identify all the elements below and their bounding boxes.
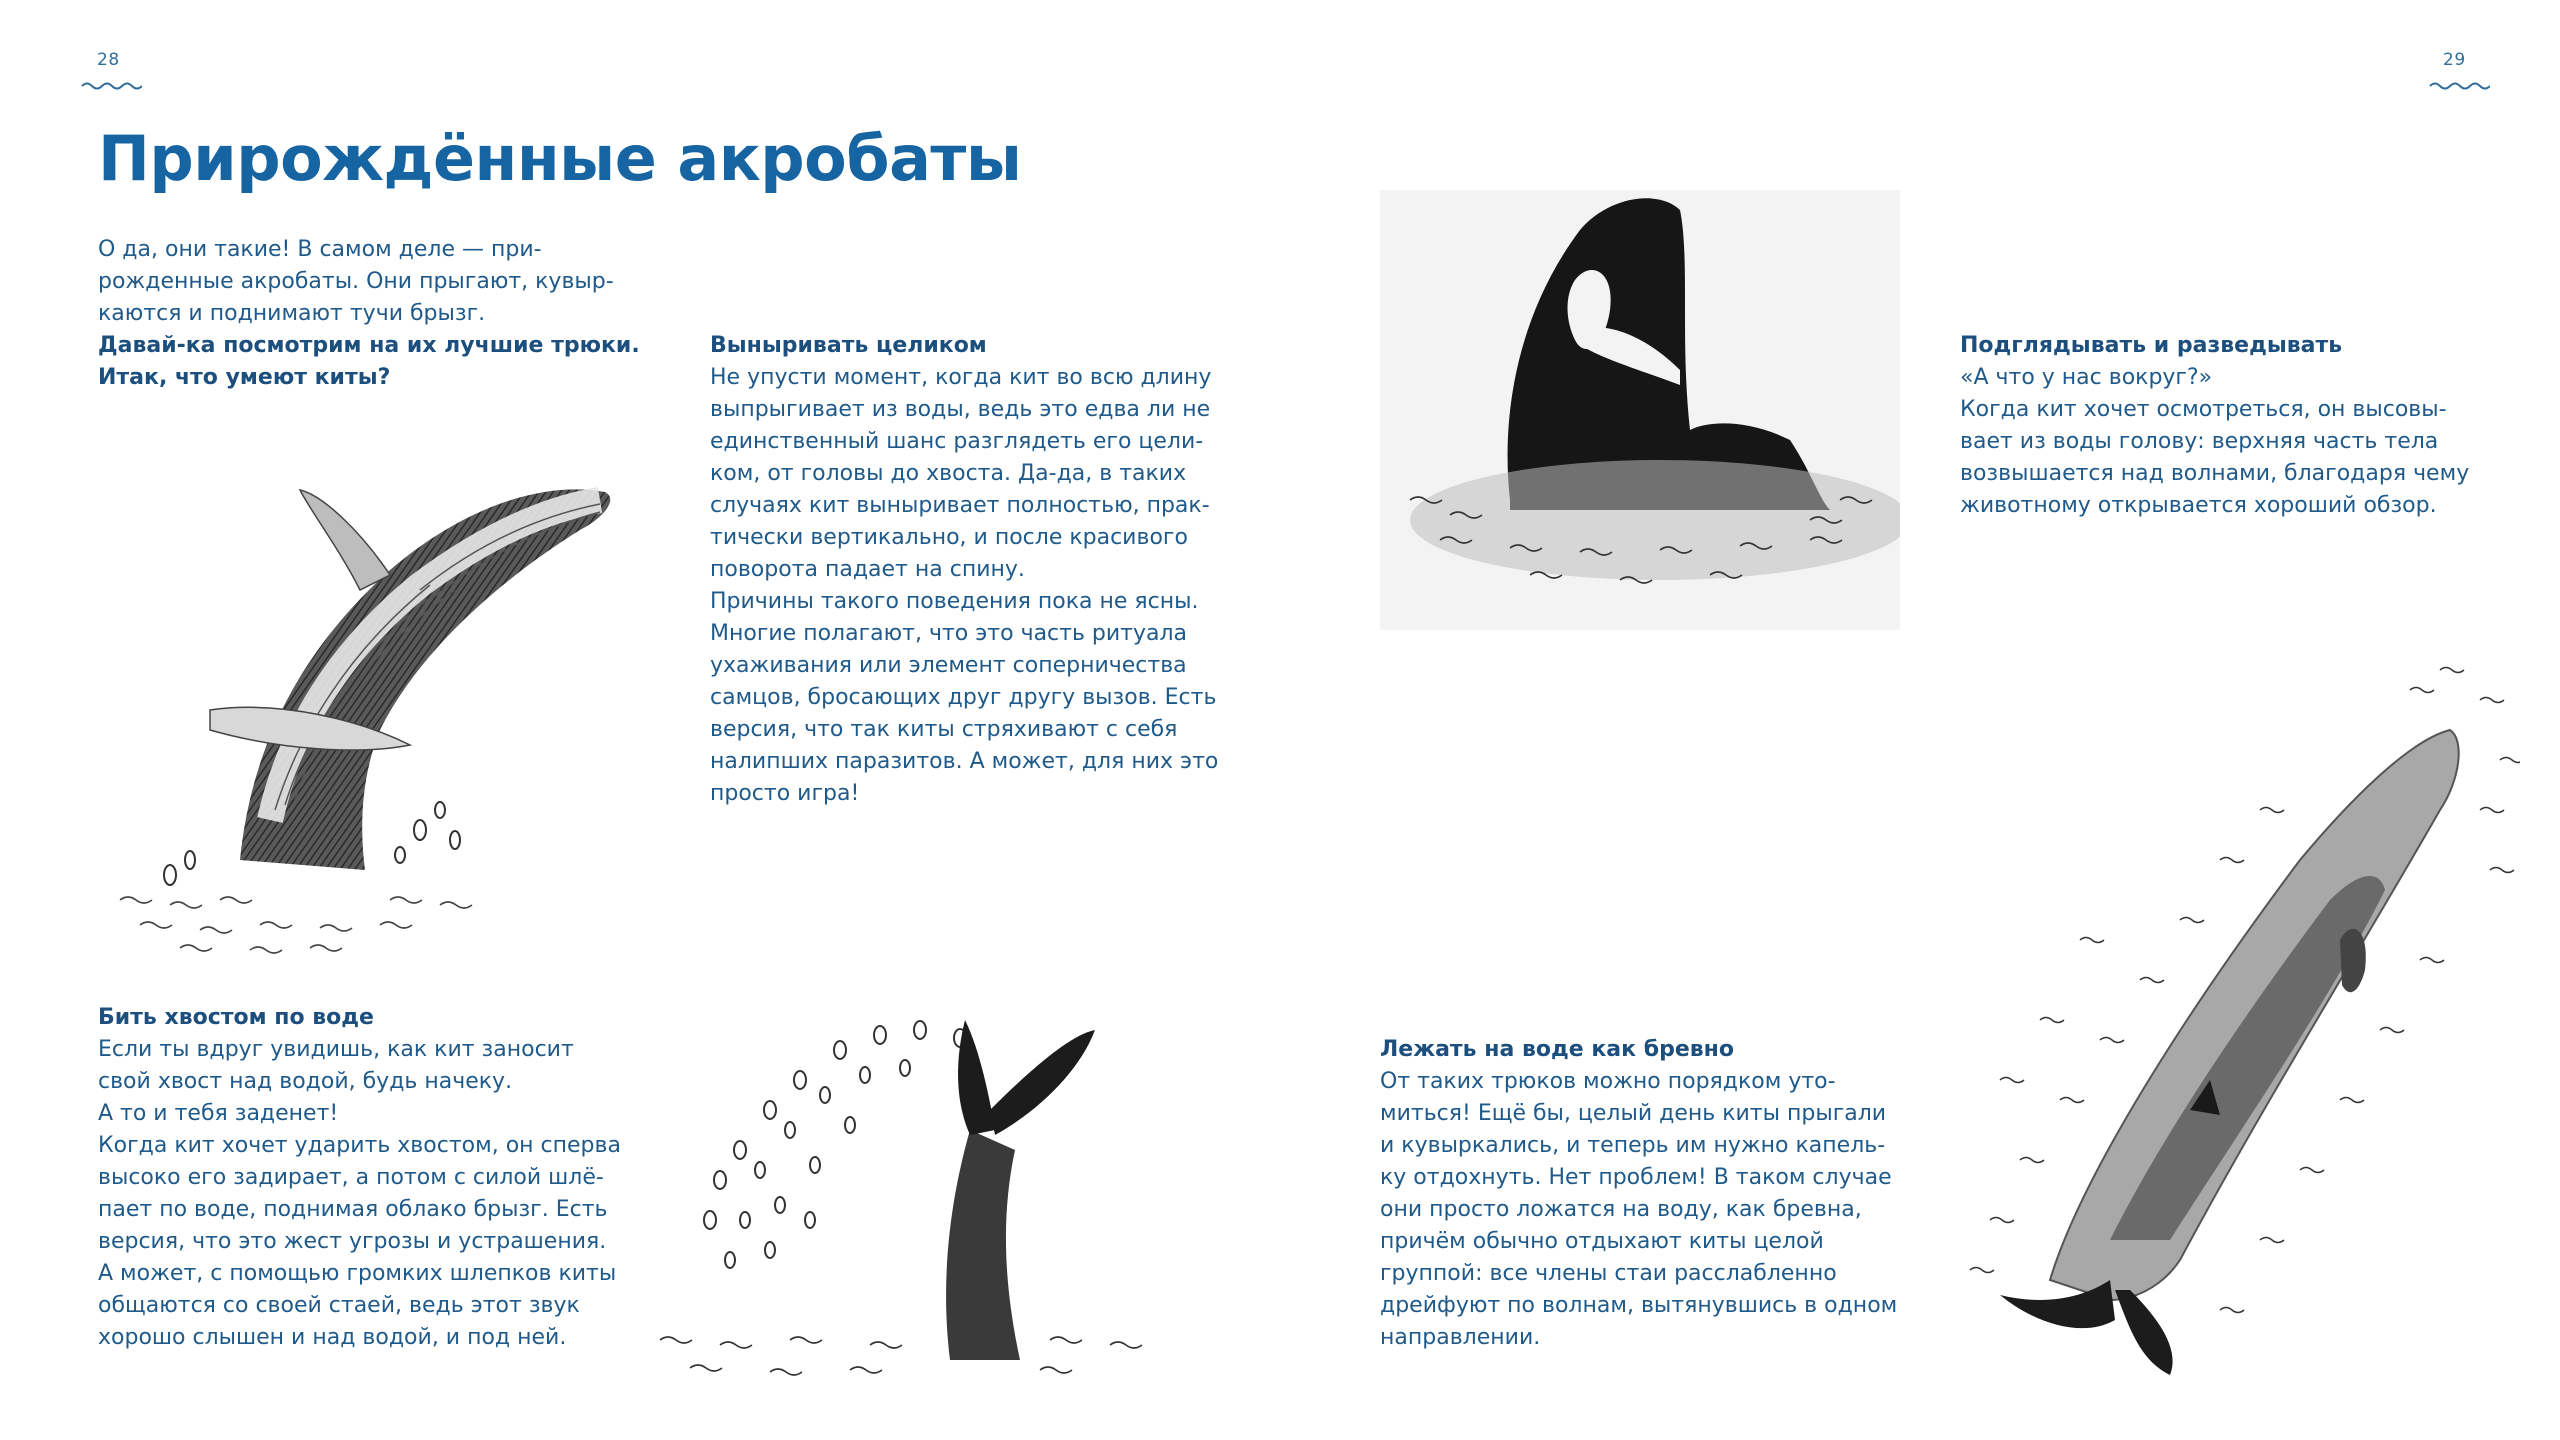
section-line: налипших паразитов. А может, для них это — [710, 749, 1219, 774]
intro-block — [98, 234, 640, 394]
section-line: А то и тебя заденет! — [98, 1101, 339, 1126]
intro-bold-line: Давай-ка посмотрим на их лучшие трюки. — [98, 333, 640, 358]
section-line: хорошо слышен и над водой, и под ней. — [98, 1325, 567, 1350]
section-line: Не упусти момент, когда кит во всю длину — [710, 365, 1212, 390]
humpback-breach-illustration — [60, 400, 690, 960]
section-line: пает по воде, поднимая облако брызг. Есть — [98, 1197, 608, 1222]
section-spyhop — [1960, 330, 2469, 522]
section-line: возвышается над волнами, благодаря чему — [1960, 461, 2470, 486]
section-line: направлении. — [1380, 1325, 1541, 1350]
section-line: Многие полагают, что это часть ритуала — [710, 621, 1188, 646]
section-line: свой хвост над водой, будь начеку. — [98, 1069, 513, 1094]
section-line: ком, от головы до хвоста. Да-да, в таких — [710, 461, 1187, 486]
section-line: и кувыркались, и теперь им нужно капель- — [1380, 1133, 1886, 1158]
section-line: Когда кит хочет ударить хвостом, он сперва — [98, 1133, 621, 1158]
section-logging — [1380, 1034, 1897, 1354]
section-heading: Лежать на воде как бревно — [1380, 1037, 1734, 1062]
wave-ornament-right-icon — [2428, 80, 2490, 92]
orca-spyhop-illustration — [1380, 170, 1900, 650]
page-title: Прирождённые акробаты — [98, 122, 1022, 195]
section-line: общаются со своей стаей, ведь этот звук — [98, 1293, 580, 1318]
section-line: Причины такого поведения пока не ясны. — [710, 589, 1199, 614]
section-heading: Бить хвостом по воде — [98, 1005, 374, 1030]
section-line: А может, с помощью громких шлепков киты — [98, 1261, 617, 1286]
section-line: вает из воды голову: верхняя часть тела — [1960, 429, 2439, 454]
section-line: миться! Ещё бы, целый день киты прыгали — [1380, 1101, 1887, 1126]
section-line: поворота падает на спину. — [710, 557, 1025, 582]
section-lobtail — [98, 1002, 621, 1354]
section-line: версия, что это жест угрозы и устрашения. — [98, 1229, 607, 1254]
section-line: случаях кит выныривает полностью, прак- — [710, 493, 1210, 518]
section-heading: Подглядывать и разведывать — [1960, 333, 2343, 358]
section-line: просто игра! — [710, 781, 860, 806]
page-number-right: 29 — [2443, 50, 2466, 70]
section-line: единственный шанс разглядеть его цели- — [710, 429, 1204, 454]
intro-line: О да, они такие! В самом деле — при- — [98, 237, 542, 262]
section-line: тически вертикально, и после красивого — [710, 525, 1188, 550]
section-line: дрейфуют по волнам, вытянувшись в одном — [1380, 1293, 1898, 1318]
page-number-left: 28 — [97, 50, 120, 70]
wave-ornament-left-icon — [80, 80, 142, 92]
section-line: «А что у нас вокруг?» — [1960, 365, 2213, 390]
section-line: причём обычно отдыхают киты целой — [1380, 1229, 1824, 1254]
section-line: животному открывается хороший обзор. — [1960, 493, 2437, 518]
section-line: самцов, бросающих друг другу вызов. Есть — [710, 685, 1217, 710]
section-line: они просто ложатся на воду, как бревна, — [1380, 1197, 1862, 1222]
tail-slap-illustration — [620, 920, 1200, 1400]
logging-whale-illustration — [1880, 640, 2520, 1380]
section-line: Когда кит хочет осмотреться, он высовы- — [1960, 397, 2447, 422]
section-line: Если ты вдруг увидишь, как кит заносит — [98, 1037, 574, 1062]
intro-bold-line: Итак, что умеют киты? — [98, 365, 391, 390]
section-line: версия, что так киты стряхивают с себя — [710, 717, 1178, 742]
section-line: группой: все члены стаи расслабленно — [1380, 1261, 1837, 1286]
section-line: От таких трюков можно порядком уто- — [1380, 1069, 1836, 1094]
section-line: ухаживания или элемент соперничества — [710, 653, 1187, 678]
section-breach — [710, 330, 1218, 810]
intro-line: каются и поднимают тучи брызг. — [98, 301, 486, 326]
intro-line: рожденные акробаты. Они прыгают, кувыр- — [98, 269, 614, 294]
section-line: выпрыгивает из воды, ведь это едва ли не — [710, 397, 1211, 422]
section-line: ку отдохнуть. Нет проблем! В таком случае — [1380, 1165, 1892, 1190]
section-line: высоко его задирает, а потом с силой шлё- — [98, 1165, 604, 1190]
section-heading: Выныривать целиком — [710, 333, 987, 358]
